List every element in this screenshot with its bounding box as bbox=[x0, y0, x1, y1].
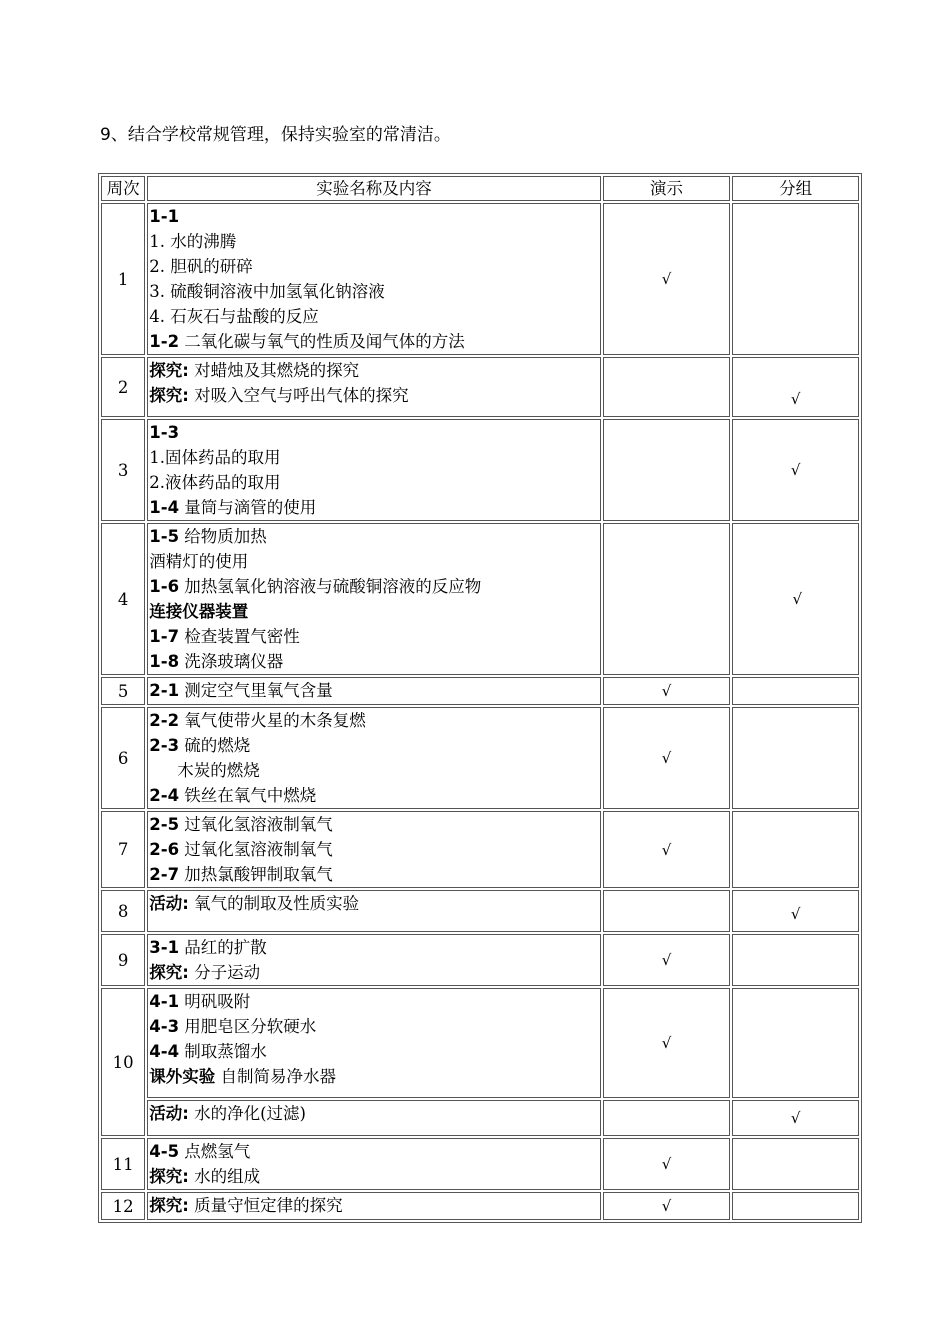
demo-cell bbox=[603, 811, 731, 888]
experiment-text: 测定空气里氧气含量 bbox=[179, 681, 333, 700]
experiment-line bbox=[149, 989, 598, 1014]
experiment-line bbox=[149, 783, 598, 808]
experiment-line bbox=[149, 708, 598, 733]
group-cell bbox=[732, 1100, 859, 1136]
demo-cell bbox=[603, 1192, 731, 1220]
experiment-line bbox=[149, 891, 598, 916]
table-row bbox=[101, 203, 859, 355]
experiment-code: 探究: bbox=[149, 963, 189, 982]
week-cell: 11 bbox=[101, 1138, 145, 1190]
group-cell bbox=[732, 890, 859, 932]
experiment-text: 量筒与滴管的使用 bbox=[179, 498, 317, 517]
header-group: 分组 bbox=[732, 176, 859, 201]
experiment-line bbox=[149, 599, 598, 624]
experiment-code: 探究: bbox=[149, 361, 189, 380]
week-cell: 9 bbox=[101, 934, 145, 986]
experiment-cell bbox=[147, 988, 600, 1098]
experiment-line bbox=[149, 837, 598, 862]
experiment-cell bbox=[147, 419, 600, 521]
group-cell bbox=[732, 988, 859, 1098]
experiment-code: 2-6 bbox=[149, 840, 180, 859]
checkmark-icon: √ bbox=[661, 951, 672, 969]
checkmark-icon: √ bbox=[792, 590, 802, 608]
experiment-code: 4-4 bbox=[149, 1042, 180, 1061]
checkmark-icon: √ bbox=[661, 1034, 672, 1052]
experiment-text: 分子运动 bbox=[188, 963, 261, 982]
experiment-code: 连接仪器装置 bbox=[149, 602, 249, 621]
experiment-code: 2-1 bbox=[149, 681, 180, 700]
week-cell: 3 bbox=[101, 419, 145, 521]
week-cell: 4 bbox=[101, 523, 145, 675]
experiment-line bbox=[149, 229, 598, 254]
experiment-text: 加热氯酸钾制取氧气 bbox=[179, 865, 333, 884]
experiment-cell bbox=[147, 523, 600, 675]
experiment-text: 给物质加热 bbox=[179, 527, 267, 546]
group-cell bbox=[732, 203, 859, 355]
experiment-cell bbox=[147, 934, 600, 986]
header-experiment: 实验名称及内容 bbox=[147, 176, 600, 201]
experiment-line bbox=[149, 304, 598, 329]
experiment-text: 二氧化碳与氧气的性质及闻气体的方法 bbox=[179, 332, 465, 351]
experiment-line bbox=[149, 470, 598, 495]
experiment-code: 探究: bbox=[149, 1196, 189, 1215]
experiment-line bbox=[149, 524, 598, 549]
experiment-line bbox=[149, 935, 598, 960]
demo-cell bbox=[603, 419, 731, 521]
experiment-cell bbox=[147, 357, 600, 417]
experiment-code: 课外实验 bbox=[149, 1067, 216, 1086]
experiment-line bbox=[149, 624, 598, 649]
demo-cell bbox=[603, 203, 731, 355]
experiment-text: 对蜡烛及其燃烧的探究 bbox=[188, 361, 360, 380]
table-row bbox=[101, 1192, 859, 1220]
experiment-text: 1. 水的沸腾 bbox=[149, 232, 237, 251]
week-cell: 5 bbox=[101, 677, 145, 705]
checkmark-icon: √ bbox=[790, 905, 801, 923]
group-cell bbox=[732, 677, 859, 705]
experiment-line bbox=[149, 495, 598, 520]
week-cell: 12 bbox=[101, 1192, 145, 1220]
experiment-text: 过氧化氢溶液制氧气 bbox=[179, 840, 333, 859]
experiment-text: 2.液体药品的取用 bbox=[149, 473, 281, 492]
table-row bbox=[101, 523, 859, 675]
group-cell bbox=[732, 523, 859, 675]
demo-cell bbox=[603, 890, 731, 932]
demo-cell bbox=[603, 523, 731, 675]
experiment-line bbox=[149, 1139, 598, 1164]
experiment-text: 品红的扩散 bbox=[179, 938, 267, 957]
demo-cell bbox=[603, 707, 731, 809]
checkmark-icon: √ bbox=[790, 461, 801, 479]
experiment-cell bbox=[147, 1192, 600, 1220]
group-cell bbox=[732, 811, 859, 888]
experiment-line bbox=[149, 1164, 598, 1189]
experiment-code: 2-5 bbox=[149, 815, 180, 834]
experiment-text: 4. 石灰石与盐酸的反应 bbox=[149, 307, 319, 326]
experiment-line bbox=[149, 445, 598, 470]
experiment-cell bbox=[147, 1100, 600, 1136]
experiment-line bbox=[149, 1193, 598, 1218]
experiment-text: 自制简易净水器 bbox=[215, 1067, 336, 1086]
experiment-text: 点燃氢气 bbox=[179, 1142, 251, 1161]
experiment-text: 硫的燃烧 bbox=[179, 736, 251, 755]
checkmark-icon: √ bbox=[790, 1109, 801, 1127]
experiment-text: 水的组成 bbox=[188, 1167, 261, 1186]
intro-text: 9、结合学校常规管理，保持实验室的常清洁。 bbox=[100, 125, 451, 145]
experiment-text: 铁丝在氧气中燃烧 bbox=[179, 786, 317, 805]
checkmark-icon: √ bbox=[661, 749, 672, 767]
experiment-line bbox=[149, 420, 598, 445]
experiment-line bbox=[149, 549, 598, 574]
experiment-code: 3-1 bbox=[149, 938, 180, 957]
experiment-code: 2-2 bbox=[149, 711, 180, 730]
checkmark-icon: √ bbox=[661, 840, 672, 859]
week-cell: 10 bbox=[101, 988, 145, 1136]
table-row bbox=[101, 934, 859, 986]
week-cell: 2 bbox=[101, 357, 145, 417]
table-row bbox=[101, 677, 859, 705]
experiment-cell bbox=[147, 811, 600, 888]
experiment-code: 4-1 bbox=[149, 992, 180, 1011]
experiment-line bbox=[149, 329, 598, 354]
experiment-code: 1-8 bbox=[149, 652, 180, 671]
experiment-schedule-table bbox=[98, 173, 862, 1223]
experiment-code: 2-4 bbox=[149, 786, 180, 805]
demo-cell bbox=[603, 988, 731, 1098]
experiment-text: 1.固体药品的取用 bbox=[149, 448, 281, 467]
experiment-code: 1-1 bbox=[149, 207, 180, 226]
experiment-line bbox=[149, 758, 598, 783]
experiment-text: 检查装置气密性 bbox=[179, 627, 300, 646]
experiment-cell bbox=[147, 707, 600, 809]
experiment-line bbox=[149, 574, 598, 599]
experiment-text: 制取蒸馏水 bbox=[179, 1042, 267, 1061]
group-cell bbox=[732, 419, 859, 521]
week-cell: 1 bbox=[101, 203, 145, 355]
experiment-text: 木炭的燃烧 bbox=[177, 761, 260, 780]
experiment-line bbox=[149, 1014, 598, 1039]
experiment-text: 用肥皂区分软硬水 bbox=[179, 1017, 317, 1036]
demo-cell bbox=[603, 677, 731, 705]
group-cell bbox=[732, 934, 859, 986]
experiment-code: 4-5 bbox=[149, 1142, 180, 1161]
experiment-code: 1-5 bbox=[149, 527, 180, 546]
week-cell: 6 bbox=[101, 707, 145, 809]
experiment-line bbox=[149, 1064, 598, 1089]
experiment-line bbox=[149, 279, 598, 304]
week-cell: 7 bbox=[101, 811, 145, 888]
experiment-cell bbox=[147, 890, 600, 932]
checkmark-icon: √ bbox=[661, 1197, 672, 1215]
table-row bbox=[101, 1138, 859, 1190]
experiment-line bbox=[149, 678, 598, 703]
demo-cell bbox=[603, 934, 731, 986]
experiment-text: 明矾吸附 bbox=[179, 992, 251, 1011]
header-demo: 演示 bbox=[603, 176, 731, 201]
table-row bbox=[101, 707, 859, 809]
experiment-code: 1-4 bbox=[149, 498, 180, 517]
week-cell: 8 bbox=[101, 890, 145, 932]
checkmark-icon: √ bbox=[661, 682, 672, 700]
experiment-line bbox=[149, 358, 598, 383]
experiment-line bbox=[149, 383, 598, 408]
experiment-text: 过氧化氢溶液制氧气 bbox=[179, 815, 333, 834]
experiment-code: 2-7 bbox=[149, 865, 180, 884]
group-cell bbox=[732, 707, 859, 809]
header-week: 周次 bbox=[101, 176, 145, 201]
experiment-code: 1-2 bbox=[149, 332, 180, 351]
experiment-line bbox=[149, 960, 598, 985]
experiment-text: 2. 胆矾的研碎 bbox=[149, 257, 253, 276]
experiment-line bbox=[149, 862, 598, 887]
experiment-code: 4-3 bbox=[149, 1017, 180, 1036]
table-header-row bbox=[101, 176, 859, 201]
experiment-code: 1-7 bbox=[149, 627, 180, 646]
group-cell bbox=[732, 357, 859, 417]
table-row bbox=[101, 1100, 859, 1136]
table-body bbox=[101, 203, 859, 1220]
experiment-line bbox=[149, 1039, 598, 1064]
experiment-text: 酒精灯的使用 bbox=[149, 552, 249, 571]
experiment-code: 1-6 bbox=[149, 577, 180, 596]
demo-cell bbox=[603, 1100, 731, 1136]
group-cell bbox=[732, 1138, 859, 1190]
experiment-text: 加热氢氧化钠溶液与硫酸铜溶液的反应物 bbox=[179, 577, 482, 596]
experiment-line bbox=[149, 733, 598, 758]
experiment-text: 3. 硫酸铜溶液中加氢氧化钠溶液 bbox=[149, 282, 385, 301]
experiment-text: 质量守恒定律的探究 bbox=[188, 1196, 343, 1215]
experiment-line bbox=[149, 254, 598, 279]
demo-cell bbox=[603, 1138, 731, 1190]
experiment-text: 氧气使带火星的木条复燃 bbox=[179, 711, 366, 730]
experiment-code: 活动: bbox=[149, 894, 189, 913]
checkmark-icon: √ bbox=[661, 270, 672, 288]
experiment-cell bbox=[147, 1138, 600, 1190]
table-row bbox=[101, 890, 859, 932]
experiment-code: 探究: bbox=[149, 1167, 189, 1186]
experiment-text: 洗涤玻璃仪器 bbox=[179, 652, 284, 671]
experiment-cell bbox=[147, 203, 600, 355]
group-cell bbox=[732, 1192, 859, 1220]
table-row bbox=[101, 988, 859, 1098]
experiment-line bbox=[149, 204, 598, 229]
table-row bbox=[101, 419, 859, 521]
experiment-code: 探究: bbox=[149, 386, 189, 405]
table-row bbox=[101, 357, 859, 417]
table-row bbox=[101, 811, 859, 888]
checkmark-icon: √ bbox=[790, 390, 801, 408]
demo-cell bbox=[603, 357, 731, 417]
experiment-cell bbox=[147, 677, 600, 705]
experiment-text: 水的净化(过滤) bbox=[188, 1104, 306, 1123]
experiment-code: 1-3 bbox=[149, 423, 180, 442]
experiment-line bbox=[149, 812, 598, 837]
experiment-text: 氧气的制取及性质实验 bbox=[188, 894, 360, 913]
experiment-code: 活动: bbox=[149, 1104, 189, 1123]
experiment-code: 2-3 bbox=[149, 736, 180, 755]
checkmark-icon: √ bbox=[661, 1155, 672, 1173]
experiment-text: 对吸入空气与呼出气体的探究 bbox=[188, 386, 409, 405]
experiment-line bbox=[149, 649, 598, 674]
experiment-line bbox=[149, 1101, 598, 1126]
